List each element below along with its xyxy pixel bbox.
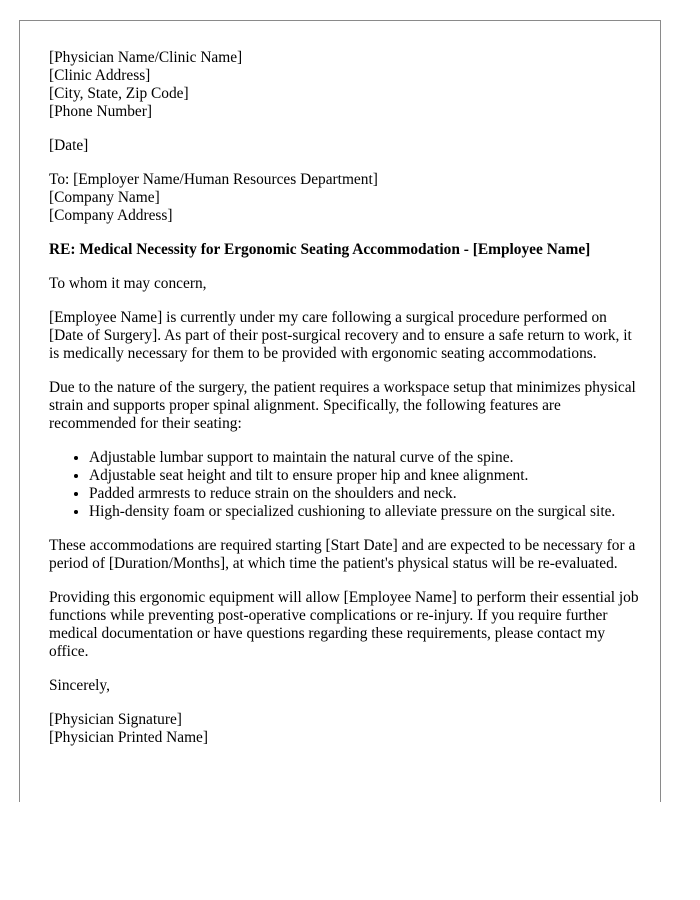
feature-list xyxy=(49,449,639,521)
spacer xyxy=(49,259,639,275)
list-item: • Padded armrests to reduce strain on the shoulders and neck. xyxy=(89,485,639,503)
spacer xyxy=(49,433,639,449)
recipient-to: To: [Employer Name/Human Resources Department] xyxy=(49,171,378,188)
closing: Sincerely, xyxy=(49,677,110,694)
paragraph-duration: These accommodations are required starting [Start Date] and are expected to be necessary for a period of [Duration/Months], at which time the patient's physical status will be re-evaluated. xyxy=(49,537,636,572)
date-line xyxy=(49,137,639,155)
spacer xyxy=(49,225,639,241)
recipient-company-address: [Company Address] xyxy=(49,207,173,224)
recipient-block xyxy=(49,171,639,225)
sender-address: [Clinic Address] xyxy=(49,67,151,84)
spacer xyxy=(49,573,639,589)
signature-block xyxy=(49,711,639,747)
paragraph-introduction: [Employee Name] is currently under my care following a surgical procedure performed on [Date of Surgery]. As part of their post-surgical recovery and to ensure a safe return to work, it is medically necessary for them to be provided with ergonomic seating accommodations. xyxy=(49,309,632,362)
physician-printed-name: [Physician Printed Name] xyxy=(49,729,209,746)
sender-name: [Physician Name/Clinic Name] xyxy=(49,49,243,66)
spacer xyxy=(49,521,639,537)
sender-city-state-zip: [City, State, Zip Code] xyxy=(49,85,189,102)
spacer xyxy=(49,695,639,711)
spacer xyxy=(49,293,639,309)
sender-block xyxy=(49,49,639,121)
list-item: • High-density foam or specialized cushioning to alleviate pressure on the surgical site. xyxy=(89,503,639,521)
paragraph-justification: Providing this ergonomic equipment will allow [Employee Name] to perform their essential job functions while preventing post-operative complications or re-injury. If you require further medical documentation or have questions regarding these requirements, please contact my office. xyxy=(49,589,639,660)
physician-signature: [Physician Signature] xyxy=(49,711,182,728)
paragraph-requirements: Due to the nature of the surgery, the patient requires a workspace setup that minimizes physical strain and supports proper spinal alignment. Specifically, the following features are recommended for their seating: xyxy=(49,379,636,432)
recipient-company-name: [Company Name] xyxy=(49,189,160,206)
spacer xyxy=(49,363,639,379)
spacer xyxy=(49,121,639,137)
list-item: • Adjustable lumbar support to maintain the natural curve of the spine. xyxy=(89,449,639,467)
letter-date: [Date] xyxy=(49,137,89,154)
salutation: To whom it may concern, xyxy=(49,275,207,292)
subject-line: RE: Medical Necessity for Ergonomic Seating Accommodation - [Employee Name] xyxy=(49,241,591,258)
list-item: • Adjustable seat height and tilt to ensure proper hip and knee alignment. xyxy=(89,467,639,485)
sender-phone: [Phone Number] xyxy=(49,103,153,120)
letter-body xyxy=(49,49,639,747)
letter-page xyxy=(19,20,661,802)
spacer xyxy=(49,155,639,171)
spacer xyxy=(49,661,639,677)
